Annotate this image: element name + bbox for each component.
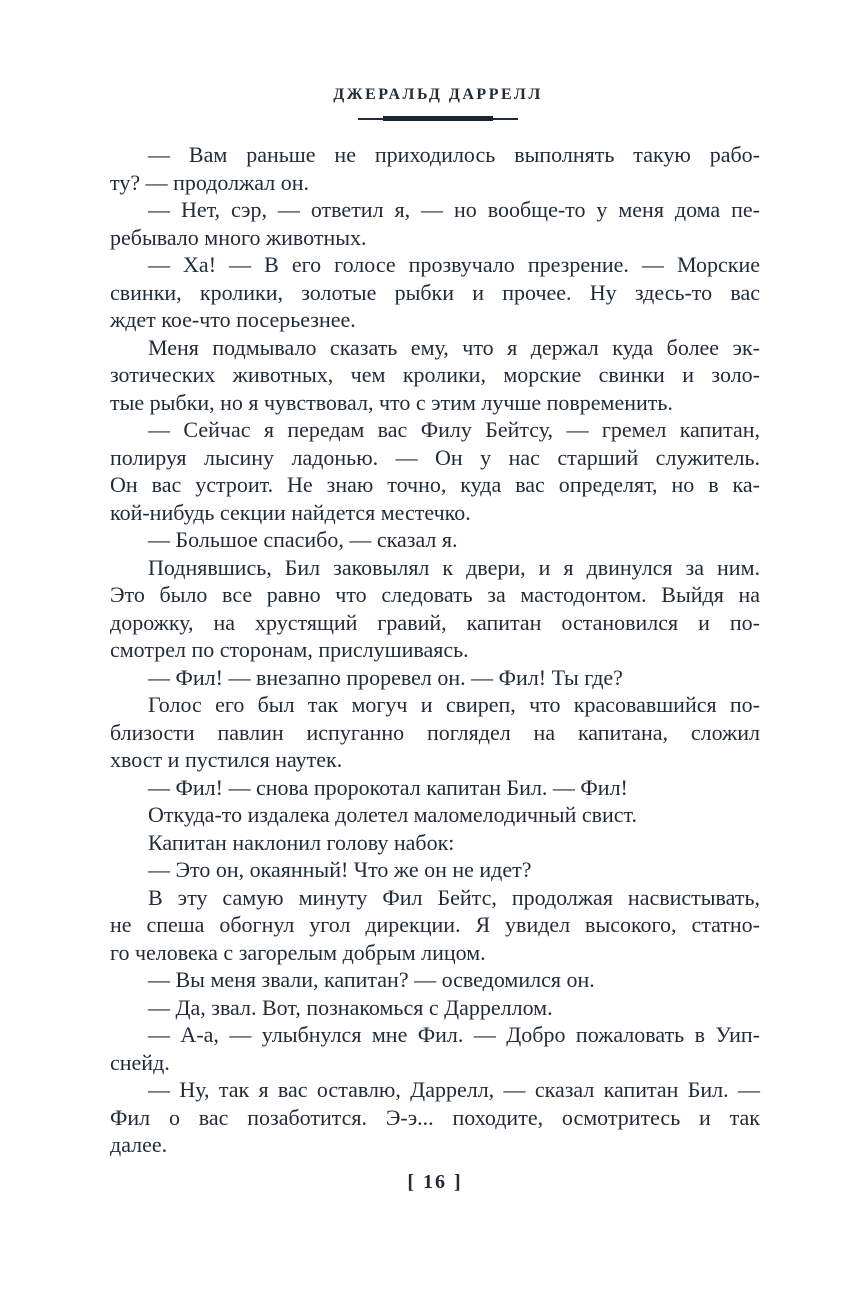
paragraph — [110, 966, 760, 994]
text-line: Поднявшись, Бил заковылял к двери, и я двинулся за ним. — [148, 554, 760, 580]
paragraph — [110, 416, 760, 526]
text-line: смотрел по сторонам, прислушиваясь. — [110, 637, 469, 662]
text-line: ту? — продолжал он. — [110, 169, 310, 195]
text-line: — А-а, — улыбнулся мне Фил. — Добро пожаловать в Уип- — [148, 1022, 760, 1047]
paragraph — [110, 334, 760, 417]
text-line: — Сейчас я передам вас Филу Бейтсу, — гремел капитан, — [148, 417, 760, 442]
paragraph — [110, 801, 760, 829]
text-line: хвост и пустился наутек. — [110, 747, 343, 772]
page-footer — [110, 1170, 760, 1194]
text-line: го человека с загорелым добрым лицом. — [110, 939, 486, 965]
text-line: Меня подмывало сказать ему, что я держал куда более эк- — [148, 334, 760, 360]
text-line: — Вам раньше не приходилось выполнять такую рабо- — [148, 142, 760, 167]
text-line: не спеша обогнул угол дирекции. Я увидел высокого, статно- — [110, 912, 760, 937]
text-line: близости павлин испуганно поглядел на капитана, сложил — [110, 719, 760, 745]
text-line: далее. — [110, 1132, 168, 1157]
text-line: снейд. — [110, 1049, 170, 1075]
text-line: зотических животных, чем кролики, морские свинки и золо- — [110, 362, 760, 387]
ornament-rule — [358, 116, 518, 121]
paragraph — [110, 1076, 760, 1159]
text-line: — Да, звал. Вот, познакомься с Дарреллом. — [148, 994, 553, 1020]
text-line: — Нет, сэр, — ответил я, — но вообще-то у меня дома пе- — [148, 197, 760, 222]
text-line: — Фил! — снова пророкотал капитан Бил. — Фил! — [148, 774, 628, 800]
paragraph — [110, 526, 760, 554]
paragraph — [110, 1021, 760, 1076]
text-line: — Фил! — внезапно проревел он. — Фил! Ты где? — [148, 664, 623, 690]
text-line: — Ха! — В его голосе прозвучало презрение. — Морские — [148, 252, 760, 277]
paragraph — [110, 884, 760, 967]
text-line: полируя лысину ладонью. — Он у нас старший служитель. — [110, 444, 760, 470]
paragraph — [110, 196, 760, 251]
text-line: — Вы меня звали, капитан? — осведомился он. — [148, 967, 595, 992]
running-head — [10, 86, 856, 121]
text-line: Это было все равно что следовать за мастодонтом. Выйдя на — [110, 582, 760, 607]
running-head-author-title: ДЖЕРАЛЬД ДАРРЕЛЛ — [333, 86, 543, 103]
text-line: В эту самую минуту Фил Бейтс, продолжая насвистывать, — [148, 884, 760, 910]
paragraph — [110, 829, 760, 857]
paragraph — [110, 856, 760, 884]
text-line: — Большое спасибо, — сказал я. — [148, 527, 458, 552]
text-line: Откуда-то издалека долетел маломелодичный свист. — [148, 802, 638, 827]
paragraph — [110, 141, 760, 196]
text-line: Фил о вас позаботится. Э-э... походите, осмотритесь и так — [110, 1104, 760, 1130]
paragraph — [110, 774, 760, 802]
text-line: Голос его был так могуч и свиреп, что красовавшийся по- — [148, 692, 760, 717]
text-line: тые рыбки, но я чувствовал, что с этим лучше повременить. — [110, 389, 673, 415]
text-line: Он вас устроит. Не знаю точно, куда вас определят, но в ка- — [110, 472, 760, 497]
paragraph — [110, 251, 760, 334]
paragraph — [110, 554, 760, 664]
text-line: — Ну, так я вас оставлю, Даррелл, — сказал капитан Бил. — — [148, 1077, 760, 1102]
text-line: Капитан наклонил голову набок: — [148, 829, 455, 855]
page-text-block — [110, 141, 760, 1159]
text-line: ждет кое-что посерьезнее. — [110, 307, 356, 332]
paragraph — [110, 994, 760, 1022]
paragraph — [110, 664, 760, 692]
paragraph — [110, 691, 760, 774]
text-line: дорожку, на хрустящий гравий, капитан остановился и по- — [110, 609, 760, 635]
page-number: [ 16 ] — [407, 1171, 463, 1193]
text-line: — Это он, окаянный! Что же он не идет? — [148, 857, 532, 882]
text-line: кой-нибудь секции найдется местечко. — [110, 499, 471, 525]
text-line: свинки, кролики, золотые рыбки и прочее. Ну здесь-то вас — [110, 279, 760, 305]
ornament-thick-bar — [383, 116, 493, 121]
text-line: ребывало много животных. — [110, 224, 367, 250]
